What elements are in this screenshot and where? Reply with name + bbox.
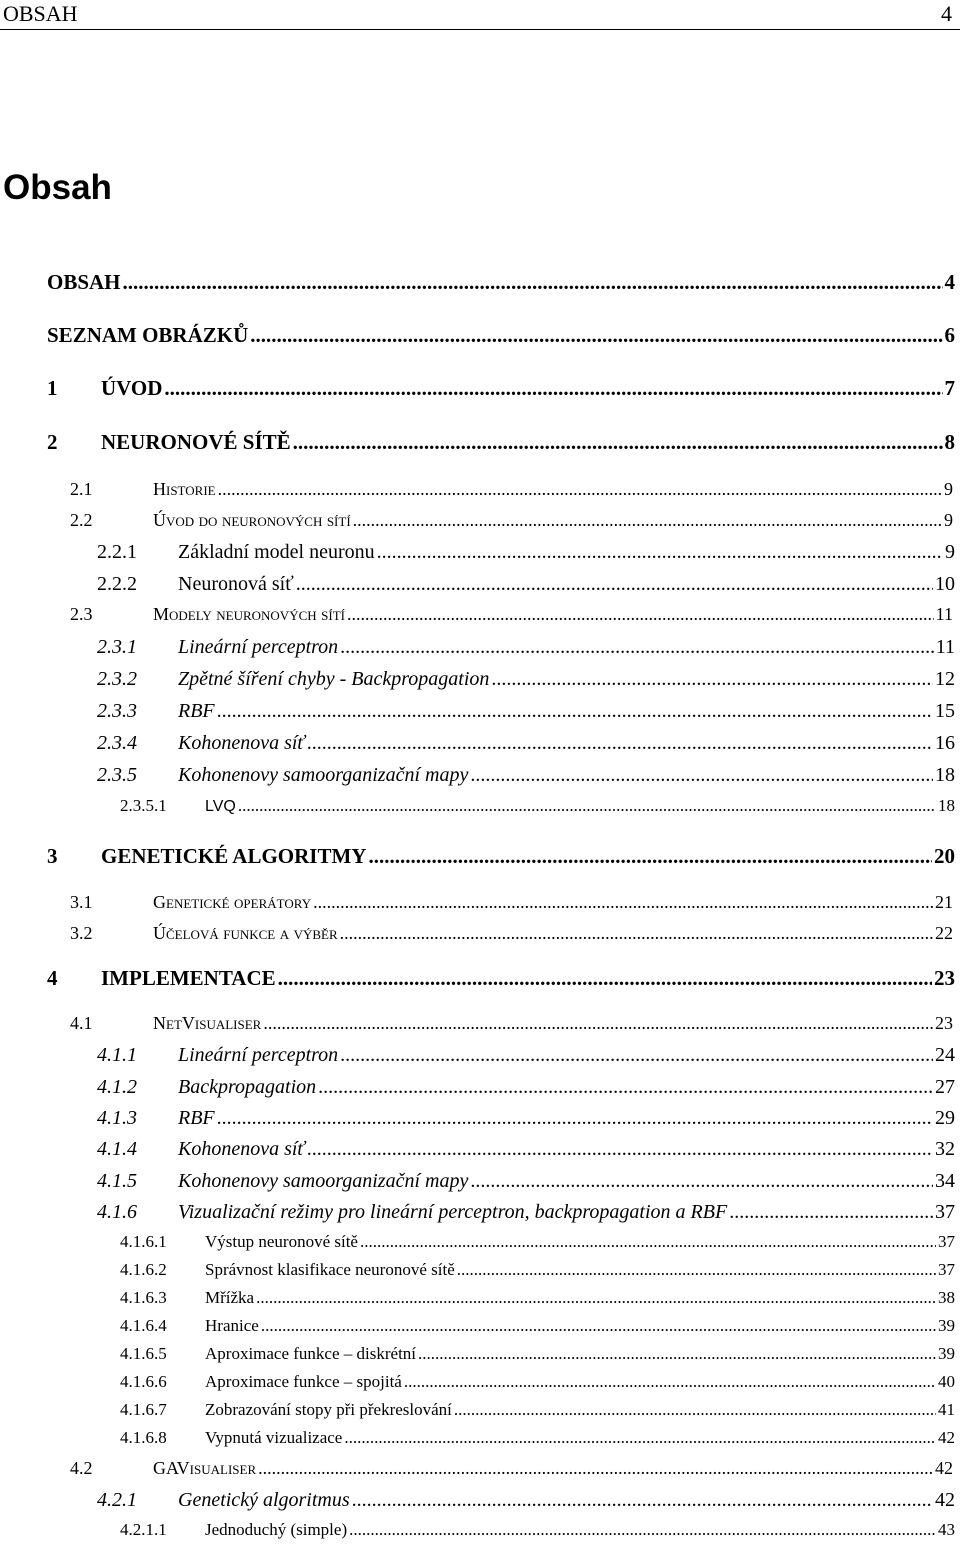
toc-entry[interactable] xyxy=(0,668,955,696)
toc-entry[interactable] xyxy=(0,1107,955,1135)
toc-entry[interactable] xyxy=(0,636,955,664)
toc-leader-dots xyxy=(347,604,934,625)
toc-entry-page: 34 xyxy=(935,1170,955,1192)
toc-entry[interactable] xyxy=(0,604,953,632)
toc-entry[interactable] xyxy=(0,966,955,996)
toc-entry-page: 32 xyxy=(935,1138,955,1160)
toc-entry-title: Genetické operátory xyxy=(153,892,312,912)
toc-entry[interactable] xyxy=(0,1201,955,1229)
toc-entry[interactable] xyxy=(0,1288,955,1312)
toc-entry-title: Vypnutá vizualizace xyxy=(205,1428,343,1447)
toc-entry[interactable] xyxy=(0,510,953,538)
toc-entry-title: ÚVOD xyxy=(101,376,163,400)
toc-entry-page: 6 xyxy=(944,323,955,347)
toc-entry[interactable] xyxy=(0,732,955,760)
toc-entry-number: 2 xyxy=(47,430,58,454)
toc-entry-page: 37 xyxy=(938,1260,955,1279)
toc-entry-title: Úvod do neuronových sítí xyxy=(153,510,351,530)
toc-entry-title: Aproximace funkce – spojitá xyxy=(205,1372,402,1391)
toc-entry[interactable] xyxy=(0,1428,955,1452)
toc-entry-number: 2.2.1 xyxy=(97,541,137,563)
toc-leader-dots xyxy=(340,636,934,659)
toc-entry-title: Neuronová síť xyxy=(178,573,294,595)
toc-leader-dots xyxy=(238,796,936,816)
toc-leader-dots xyxy=(307,1138,933,1161)
toc-entry-number: 3.2 xyxy=(70,923,93,943)
toc-entry-title: Mřížka xyxy=(205,1288,255,1307)
toc-leader-dots xyxy=(261,1316,936,1336)
toc-leader-dots xyxy=(454,1400,936,1420)
toc-leader-dots xyxy=(278,966,932,991)
toc-entry[interactable] xyxy=(0,430,955,460)
toc-entry[interactable] xyxy=(0,923,953,951)
toc-entry-number: 2.3.2 xyxy=(97,668,137,690)
toc-leader-dots xyxy=(296,573,933,596)
toc-entry-title: Genetický algoritmus xyxy=(178,1489,350,1511)
toc-entry-title: Základní model neuronu xyxy=(178,541,375,563)
toc-entry[interactable] xyxy=(0,1489,955,1517)
toc-entry-title: Zobrazování stopy při překreslování xyxy=(205,1400,452,1419)
toc-entry-page: 42 xyxy=(938,1428,955,1447)
toc-entry-title: Lineární perceptron xyxy=(178,1044,339,1066)
toc-entry-page: 9 xyxy=(944,479,953,499)
toc-entry[interactable] xyxy=(0,1013,953,1041)
toc-entry[interactable] xyxy=(0,796,955,820)
toc-leader-dots xyxy=(352,1489,933,1512)
toc-entry-page: 42 xyxy=(935,1489,955,1511)
toc-entry-page: 38 xyxy=(938,1288,955,1307)
toc-entry-title: GENETICKÉ ALGORITMY xyxy=(101,844,367,868)
toc-entry[interactable] xyxy=(0,541,955,569)
toc-leader-dots xyxy=(470,1170,933,1193)
toc-leader-dots xyxy=(258,1458,933,1479)
toc-entry[interactable] xyxy=(0,700,955,728)
toc-entry[interactable] xyxy=(0,270,955,300)
toc-entry[interactable] xyxy=(0,573,955,601)
toc-entry-page: 40 xyxy=(938,1372,955,1391)
toc-entry-page: 21 xyxy=(935,892,953,912)
toc-leader-dots xyxy=(360,1232,936,1252)
toc-entry-page: 39 xyxy=(938,1316,955,1335)
toc-entry[interactable] xyxy=(0,1232,955,1256)
toc-entry-title: Zpětné šíření chyby - Backpropagation xyxy=(178,668,490,690)
toc-entry-number: 2.3.5 xyxy=(97,764,137,786)
toc-entry-number: 2.3.3 xyxy=(97,700,137,722)
toc-entry-number: 4.2.1 xyxy=(97,1489,137,1511)
toc-entry-page: 37 xyxy=(935,1201,955,1223)
toc-leader-dots xyxy=(349,1520,936,1540)
toc-entry-number: 4.1.1 xyxy=(97,1044,137,1066)
toc-leader-dots xyxy=(293,430,943,455)
toc-entry-title: OBSAH xyxy=(47,270,121,294)
toc-leader-dots xyxy=(340,923,933,944)
toc-entry-number: 2.3.1 xyxy=(97,636,137,658)
toc-entry-page: 23 xyxy=(935,1013,953,1033)
toc-leader-dots xyxy=(313,892,933,913)
toc-entry-page: 18 xyxy=(935,764,955,786)
toc-entry-title: Historie xyxy=(153,479,216,499)
toc-entry-title: Výstup neuronové sítě xyxy=(205,1232,358,1251)
toc-entry[interactable] xyxy=(0,892,953,920)
toc-entry-page: 9 xyxy=(945,541,955,563)
toc-entry-number: 4.1.6 xyxy=(97,1201,137,1223)
toc-entry[interactable] xyxy=(0,479,953,507)
toc-entry-number: 2.3 xyxy=(70,604,93,624)
toc-leader-dots xyxy=(368,844,932,869)
toc-entry-page: 29 xyxy=(935,1107,955,1129)
toc-entry-number: 3 xyxy=(47,844,58,868)
toc-entry[interactable] xyxy=(0,1170,955,1198)
toc-entry-page: 15 xyxy=(935,700,955,722)
toc-entry[interactable] xyxy=(0,764,955,792)
toc-entry-title: GAVisualiser xyxy=(153,1458,257,1478)
toc-leader-dots xyxy=(457,1260,936,1280)
toc-leader-dots xyxy=(256,1288,936,1308)
toc-entry-number: 2.2 xyxy=(70,510,93,530)
toc-entry-page: 42 xyxy=(935,1458,953,1478)
toc-leader-dots xyxy=(217,1107,933,1130)
toc-leader-dots xyxy=(404,1372,936,1392)
toc-entry-title: Aproximace funkce – diskrétní xyxy=(205,1344,417,1363)
toc-entry-page: 22 xyxy=(935,923,953,943)
toc-entry-number: 4.1.6.3 xyxy=(120,1288,167,1307)
toc-entry-page: 18 xyxy=(938,796,955,815)
toc-entry-page: 12 xyxy=(935,668,955,690)
toc-entry-page: 37 xyxy=(938,1232,955,1251)
toc-entry-page: 10 xyxy=(935,573,955,595)
toc-entry-title: Kohonenova síť xyxy=(178,1138,305,1160)
toc-entry-number: 4.1.6.8 xyxy=(120,1428,167,1447)
toc-entry-page: 11 xyxy=(935,604,953,624)
toc-entry-number: 2.2.2 xyxy=(97,573,137,595)
toc-leader-dots xyxy=(318,1076,933,1099)
toc-entry-page: 4 xyxy=(944,270,955,294)
toc-entry-page: 20 xyxy=(934,844,955,868)
toc-entry-number: 4.2 xyxy=(70,1458,93,1478)
toc-entry-title: SEZNAM OBRÁZKŮ xyxy=(47,323,249,347)
toc-entry-title: IMPLEMENTACE xyxy=(101,966,276,990)
toc-entry-page: 24 xyxy=(935,1044,955,1066)
toc-entry-number: 4.1.3 xyxy=(97,1107,137,1129)
toc-entry-page: 11 xyxy=(935,636,955,658)
toc-entry-page: 27 xyxy=(935,1076,955,1098)
toc-entry[interactable] xyxy=(0,1458,953,1486)
toc-leader-dots xyxy=(307,732,933,755)
toc-entry-number: 4.1.5 xyxy=(97,1170,137,1192)
toc-leader-dots xyxy=(218,479,942,500)
toc-entry-title: Kohonenova síť xyxy=(178,732,305,754)
toc-entry-page: 8 xyxy=(944,430,955,454)
toc-entry-number: 4.1.4 xyxy=(97,1138,137,1160)
toc-entry-number: 2.3.5.1 xyxy=(120,796,167,815)
toc-entry-title: Backpropagation xyxy=(178,1076,317,1098)
toc-entry-number: 4.1 xyxy=(70,1013,93,1033)
toc-entry-title: Kohonenovy samoorganizační mapy xyxy=(178,764,469,786)
toc-entry[interactable] xyxy=(0,844,955,874)
toc-entry[interactable] xyxy=(0,1520,955,1544)
toc-entry[interactable] xyxy=(0,1044,955,1072)
toc-entry-title: NEURONOVÉ SÍTĚ xyxy=(101,430,291,454)
toc-entry[interactable] xyxy=(0,1260,955,1284)
toc-entry-title: Vizualizační režimy pro lineární perceptron, backpropagation a RBF xyxy=(178,1201,728,1223)
toc-entry-title: Modely neuronových sítí xyxy=(153,604,345,624)
toc-entry-title: Jednoduchý (simple) xyxy=(205,1520,348,1539)
toc-leader-dots xyxy=(344,1428,936,1448)
toc-leader-dots xyxy=(418,1344,936,1364)
toc-entry-number: 4.1.6.5 xyxy=(120,1344,167,1363)
toc-entry-number: 2.1 xyxy=(70,479,93,499)
toc-entry-page: 7 xyxy=(944,376,955,400)
toc-entry-title: Účelová funkce a výběr xyxy=(153,923,338,943)
toc-leader-dots xyxy=(340,1044,933,1067)
toc-entry-title: NetVisualiser xyxy=(153,1013,262,1033)
toc-leader-dots xyxy=(729,1201,933,1224)
toc-entry-number: 4.1.6.6 xyxy=(120,1372,167,1391)
page-title: Obsah xyxy=(3,168,112,207)
toc-entry-title: Správnost klasifikace neuronové sítě xyxy=(205,1260,455,1279)
toc-entry-page: 39 xyxy=(938,1344,955,1363)
toc-leader-dots xyxy=(263,1013,933,1034)
toc-leader-dots xyxy=(164,376,942,401)
toc-leader-dots xyxy=(377,541,943,564)
toc-entry-page: 16 xyxy=(935,732,955,754)
toc-entry-title: Lineární perceptron xyxy=(178,636,339,658)
toc-entry-number: 3.1 xyxy=(70,892,93,912)
header-page-number: 4 xyxy=(941,1,952,26)
toc-entry-page: 9 xyxy=(944,510,953,530)
toc-entry-number: 4.1.6.1 xyxy=(120,1232,167,1251)
toc-entry[interactable] xyxy=(0,323,955,353)
toc-leader-dots xyxy=(123,270,943,295)
toc-entry-title: LVQ xyxy=(205,798,236,815)
toc-leader-dots xyxy=(470,764,933,787)
toc-entry-number: 4 xyxy=(47,966,58,990)
toc-entry-number: 2.3.4 xyxy=(97,732,137,754)
toc-entry[interactable] xyxy=(0,376,955,406)
toc-leader-dots xyxy=(491,668,933,691)
toc-entry[interactable] xyxy=(0,1400,955,1424)
toc-entry-number: 4.2.1.1 xyxy=(120,1520,167,1539)
toc-entry[interactable] xyxy=(0,1344,955,1368)
toc-leader-dots xyxy=(250,323,942,348)
toc-leader-dots xyxy=(353,510,942,531)
toc-leader-dots xyxy=(217,700,933,723)
toc-entry-title: RBF xyxy=(178,700,215,722)
toc-entry-title: Kohonenovy samoorganizační mapy xyxy=(178,1170,469,1192)
toc-entry-number: 4.1.6.4 xyxy=(120,1316,167,1335)
toc-entry-number: 4.1.6.2 xyxy=(120,1260,167,1279)
toc-entry-title: Hranice xyxy=(205,1316,259,1335)
toc-entry[interactable] xyxy=(0,1138,955,1166)
toc-entry-number: 4.1.2 xyxy=(97,1076,137,1098)
toc-entry[interactable] xyxy=(0,1316,955,1340)
toc-entry-title: RBF xyxy=(178,1107,215,1129)
toc-entry-number: 1 xyxy=(47,376,58,400)
toc-entry-page: 23 xyxy=(934,966,955,990)
toc-entry[interactable] xyxy=(0,1076,955,1104)
toc-entry[interactable] xyxy=(0,1372,955,1396)
header-title: OBSAH xyxy=(3,1,78,26)
toc-entry-page: 41 xyxy=(938,1400,955,1419)
toc-entry-page: 43 xyxy=(938,1520,955,1539)
toc-entry-number: 4.1.6.7 xyxy=(120,1400,167,1419)
